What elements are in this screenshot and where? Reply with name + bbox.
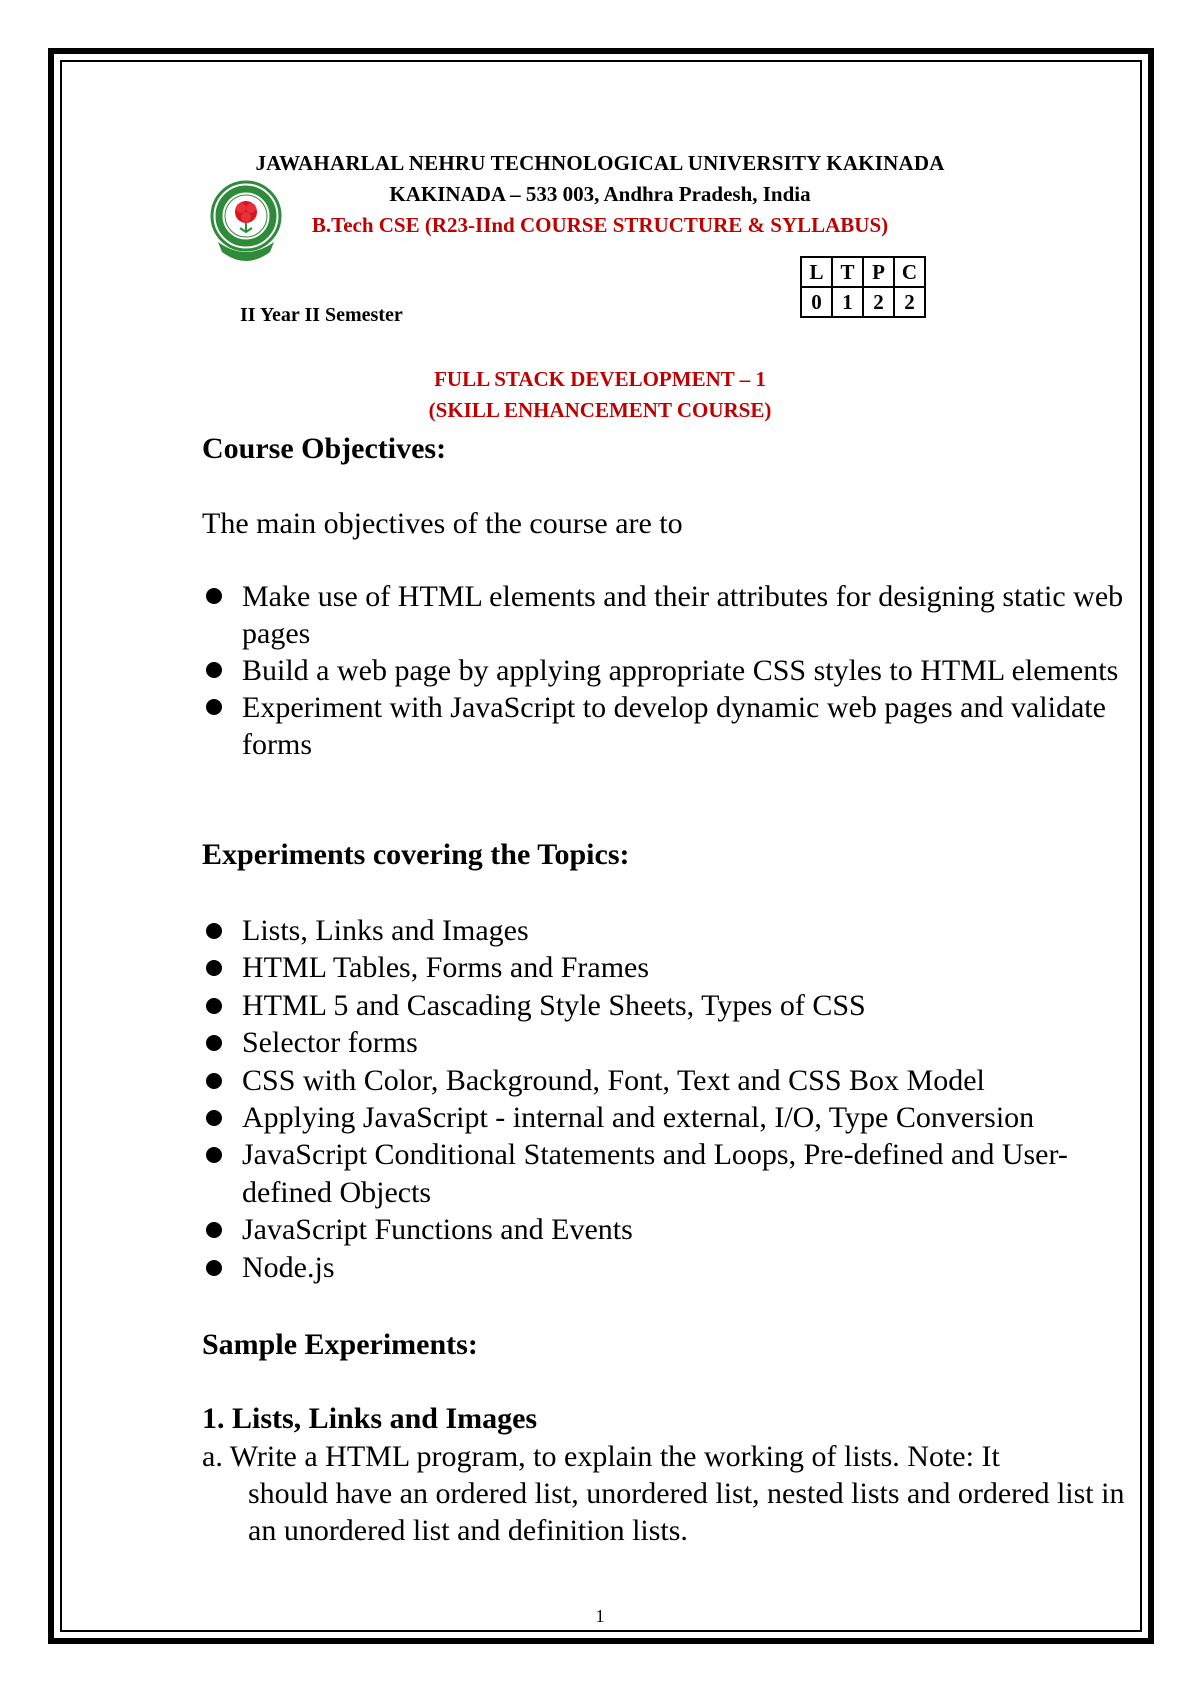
experiment-1a-text	[202, 1438, 1132, 1549]
list-item: Node.js	[202, 1249, 1132, 1286]
ltpc-value-cell: 1	[832, 287, 863, 317]
objectives-intro: The main objectives of the course are to	[202, 507, 683, 540]
semester-label: II Year II Semester	[240, 304, 403, 326]
course-subtitle: (SKILL ENHANCEMENT COURSE)	[428, 398, 772, 422]
ltpc-value-cell: 2	[894, 287, 925, 317]
experiment-1a-continuation: should have an ordered list, unordered list, nested lists and ordered list in an unordered list and definition lists.	[248, 1477, 1125, 1547]
ltpc-value-row	[801, 287, 925, 317]
ltpc-value-cell: 2	[863, 287, 894, 317]
ltpc-header-cell: T	[832, 257, 863, 287]
ltpc-header-cell: L	[801, 257, 832, 287]
experiment-1a-first-line: a. Write a HTML program, to explain the working of lists. Note: It	[202, 1440, 1000, 1473]
list-item: JavaScript Functions and Events	[202, 1211, 1132, 1248]
list-item: Selector forms	[202, 1024, 1132, 1061]
objectives-heading: Course Objectives:	[202, 432, 447, 465]
ltpc-header-row	[801, 257, 925, 287]
university-address: KAKINADA – 533 003, Andhra Pradesh, India	[389, 182, 811, 206]
list-item: Build a web page by applying appropriate CSS styles to HTML elements	[202, 652, 1132, 689]
topics-list	[202, 912, 1132, 1286]
course-title: FULL STACK DEVELOPMENT – 1	[434, 367, 766, 391]
program-title: B.Tech CSE (R23-IInd COURSE STRUCTURE & SYLLABUS)	[311, 213, 889, 237]
list-item: JavaScript Conditional Statements and Loops, Pre-defined and User-defined Objects	[202, 1136, 1132, 1211]
list-item: HTML Tables, Forms and Frames	[202, 949, 1132, 986]
list-item: Experiment with JavaScript to develop dynamic web pages and validate forms	[202, 689, 1132, 763]
list-item: HTML 5 and Cascading Style Sheets, Types of CSS	[202, 987, 1132, 1024]
ltpc-header-cell: P	[863, 257, 894, 287]
ltpc-credits-table	[800, 256, 926, 318]
list-item: Applying JavaScript - internal and external, I/O, Type Conversion	[202, 1099, 1132, 1136]
list-item: Make use of HTML elements and their attributes for designing static web pages	[202, 578, 1132, 652]
page-number: 1	[595, 1606, 605, 1626]
experiment-1-title: 1. Lists, Links and Images	[202, 1402, 538, 1435]
ltpc-header-cell: C	[894, 257, 925, 287]
topics-heading: Experiments covering the Topics:	[202, 838, 630, 871]
list-item: Lists, Links and Images	[202, 912, 1132, 949]
objectives-list	[202, 578, 1132, 763]
list-item: CSS with Color, Background, Font, Text and CSS Box Model	[202, 1062, 1132, 1099]
samples-heading: Sample Experiments:	[202, 1328, 478, 1361]
university-name: JAWAHARLAL NEHRU TECHNOLOGICAL UNIVERSITY KAKINADA	[255, 151, 945, 175]
ltpc-value-cell: 0	[801, 287, 832, 317]
